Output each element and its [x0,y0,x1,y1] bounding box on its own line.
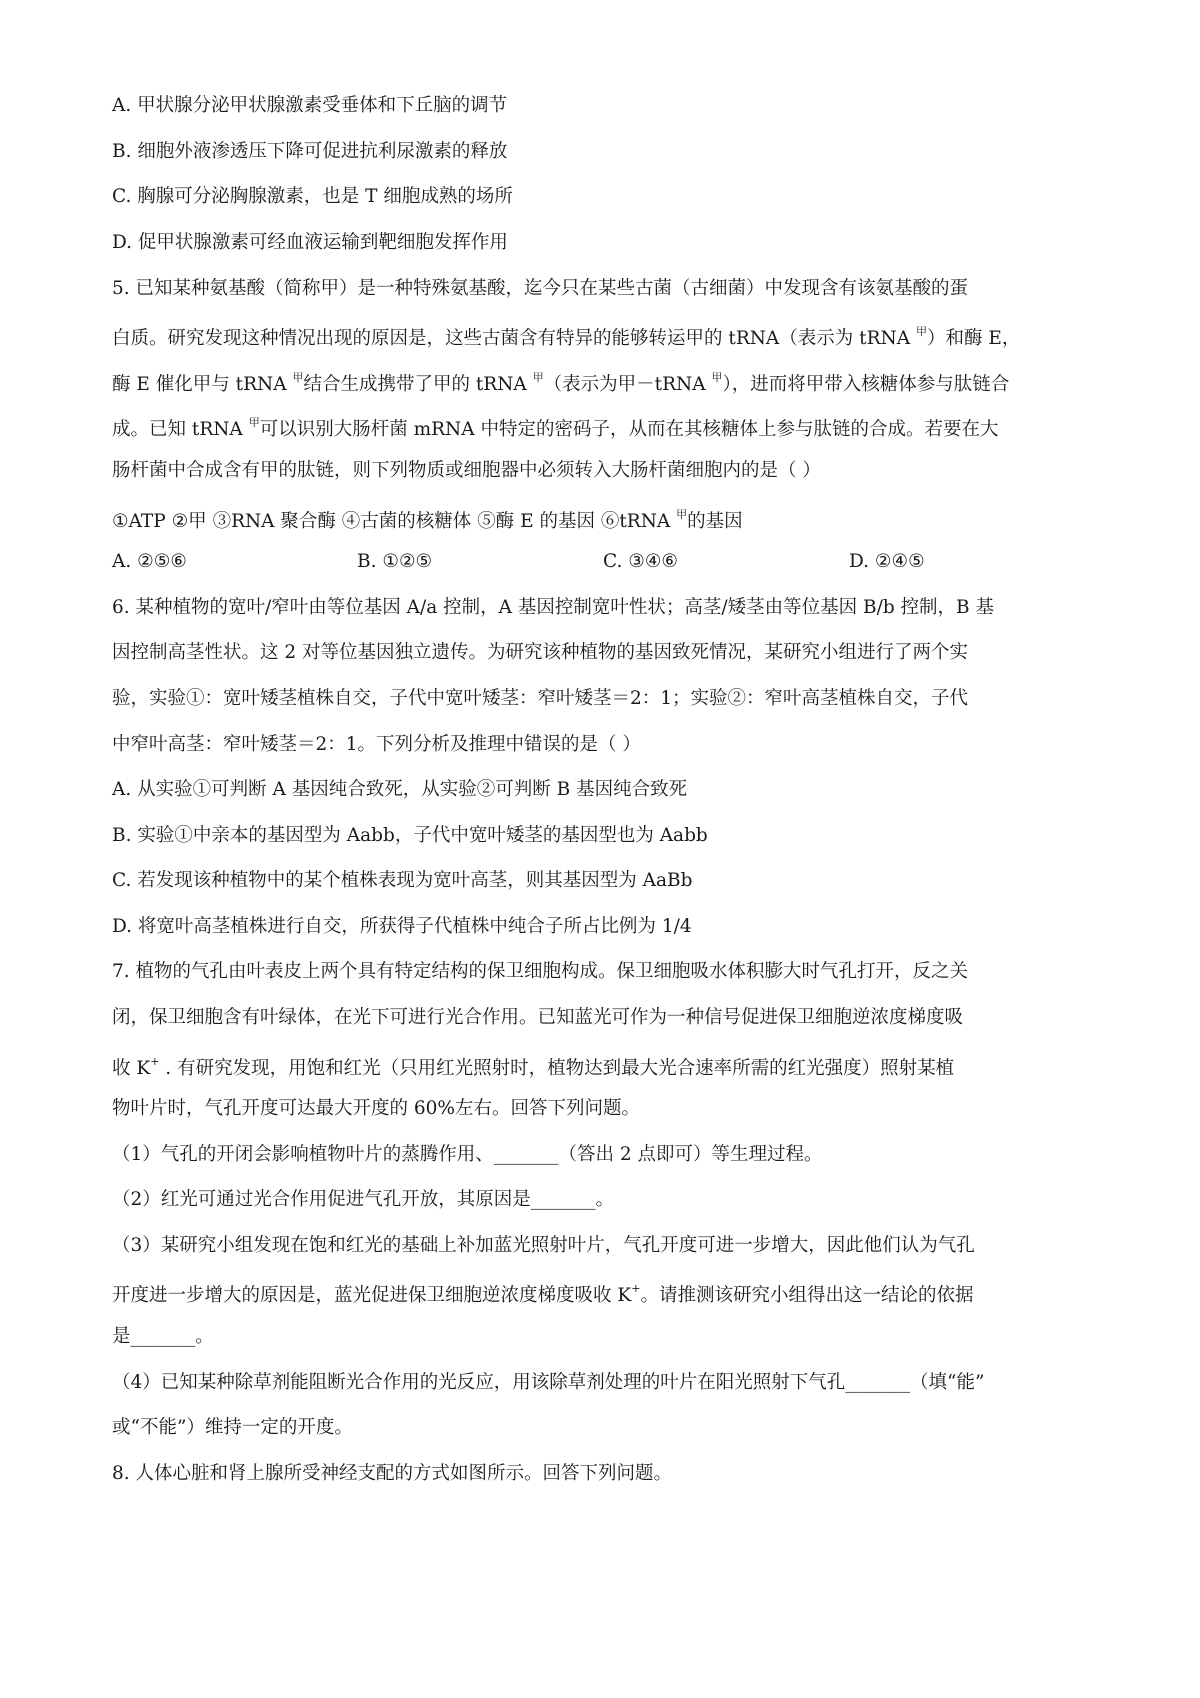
q4-option-b: B. 细胞外液渗透压下降可促进抗利尿激素的释放 [112,141,508,162]
q6-stem-line-3: 验，实验①：宽叶矮茎植株自交，子代中宽叶矮茎：窄叶矮茎＝2：1；实验②：窄叶高茎植株自交，子代 [112,688,969,709]
q7-subquestion-4-line-2: 或“不能”）维持一定的开度。 [112,1417,353,1438]
q7-stem-line-4: 物叶片时，气孔开度可达最大开度的 60%左右。回答下列问题。 [112,1098,641,1119]
q5-option-a: A. ②⑤⑥ [112,551,187,572]
q6-option-c: C. 若发现该种植物中的某个植株表现为宽叶高茎，则其基因型为 AaBb [112,870,693,891]
q5-stem-line-2: 白质。研究发现这种情况出现的原因是，这些古菌含有特异的能够转运甲的 tRNA（表示为 tRNA $^甲$）和酶 E， [112,325,1021,350]
q6-option-a: A. 从实验①可判断 A 基因纯合致死，从实验②可判断 B 基因纯合致死 [112,779,688,800]
q5-item-list: ①ATP ②甲 ③RNA 聚合酶 ④古菌的核糖体 ⑤酶 E 的基因 ⑥tRNA $^甲$的基因 [112,508,743,533]
q5-stem-line-1: 5. 已知某种氨基酸（简称甲）是一种特殊氨基酸，迄今只在某些古菌（古细菌）中发现含有该氨基酸的蛋 [112,278,969,299]
q7-stem-line-3: 收 K+ . 有研究发现，用饱和红光（只用红光照射时，植物达到最大光合速率所需的红光强度）照射某植 [112,1055,955,1080]
q7-stem-line-1: 7. 植物的气孔由叶表皮上两个具有特定结构的保卫细胞构成。保卫细胞吸水体积膨大时气孔打开，反之关 [112,961,969,982]
q5-stem-line-3: 酶 E 催化甲与 tRNA $^甲$结合生成携带了甲的 tRNA $^甲$（表示为甲－tRNA $^甲$），进而将甲带入核糖体参与肽链合 [112,371,1010,396]
q7-subquestion-1: （1）气孔的开闭会影响植物叶片的蒸腾作用、_______（答出 2 点即可）等生理过程。 [112,1144,823,1165]
q4-option-c: C. 胸腺可分泌胸腺激素，也是 T 细胞成熟的场所 [112,186,513,207]
q5-stem-line-5: 肠杆菌中合成含有甲的肽链，则下列物质或细胞器中必须转入大肠杆菌细胞内的是（ ） [112,460,821,481]
q4-option-a: A. 甲状腺分泌甲状腺激素受垂体和下丘脑的调节 [112,95,508,116]
q5-option-d: D. ②④⑤ [849,551,925,572]
q7-subquestion-3-line-2: 开度进一步增大的原因是，蓝光促进保卫细胞逆浓度梯度吸收 K+。请推测该研究小组得出这一结论的依据 [112,1282,974,1307]
q6-stem-line-1: 6. 某种植物的宽叶/窄叶由等位基因 A/a 控制，A 基因控制宽叶性状；高茎/矮茎由等位基因 B/b 控制，B 基 [112,597,995,618]
q7-stem-line-2: 闭，保卫细胞含有叶绿体，在光下可进行光合作用。已知蓝光可作为一种信号促进保卫细胞逆浓度梯度吸 [112,1007,964,1028]
q8-stem-line-1: 8. 人体心脏和肾上腺所受神经支配的方式如图所示。回答下列问题。 [112,1463,673,1484]
q5-option-b: B. ①②⑤ [357,551,433,572]
q7-subquestion-2: （2）红光可通过光合作用促进气孔开放，其原因是_______。 [112,1189,615,1210]
q7-subquestion-3-line-3: 是_______。 [112,1326,214,1347]
q6-stem-line-4: 中窄叶高茎：窄叶矮茎＝2：1。下列分析及推理中错误的是（ ） [112,734,641,755]
q5-option-c: C. ③④⑥ [603,551,679,572]
q7-subquestion-4-line-1: （4）已知某种除草剂能阻断光合作用的光反应，用该除草剂处理的叶片在阳光照射下气孔_______（填“能” [112,1372,985,1393]
q6-stem-line-2: 因控制高茎性状。这 2 对等位基因独立遗传。为研究该种植物的基因致死情况，某研究小组进行了两个实 [112,642,969,663]
q7-subquestion-3-line-1: （3）某研究小组发现在饱和红光的基础上补加蓝光照射叶片，气孔开度可进一步增大，因此他们认为气孔 [112,1235,975,1256]
q6-option-d: D. 将宽叶高茎植株进行自交，所获得子代植株中纯合子所占比例为 1/4 [112,916,692,937]
q4-option-d: D. 促甲状腺激素可经血液运输到靶细胞发挥作用 [112,232,508,253]
q5-options-row [112,548,1112,576]
q6-option-b: B. 实验①中亲本的基因型为 Aabb，子代中宽叶矮茎的基因型也为 Aabb [112,825,708,846]
q5-stem-line-4: 成。已知 tRNA $^甲$可以识别大肠杆菌 mRNA 中特定的密码子，从而在其核糖体上参与肽链的合成。若要在大 [112,416,999,441]
